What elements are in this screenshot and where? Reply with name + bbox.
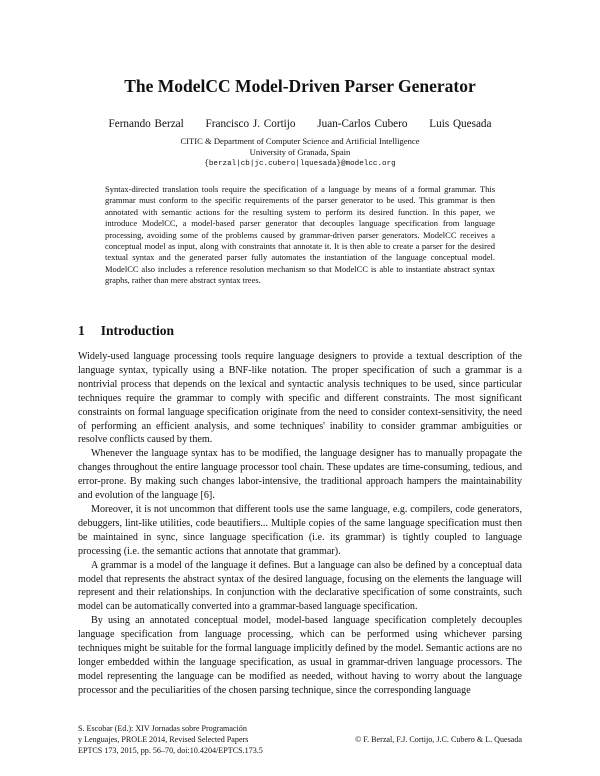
footer-line: EPTCS 173, 2015, pp. 56–70, doi:10.4204/EPTCS.173.5 bbox=[78, 746, 263, 756]
author-name: Francisco J. Cortijo bbox=[205, 118, 296, 130]
paper-title: The ModelCC Model-Driven Parser Generator bbox=[124, 76, 476, 96]
section-title: Introduction bbox=[100, 323, 175, 338]
abstract: Syntax-directed translation tools require the specification of a language by means of a formal grammar. This grammar must conform to the specific requirements of the parser generator to be used. This grammar is then annotated with semantic actions for the resulting system to perform its desired function. In this paper, we introduce ModelCC, a model-based parser generator that decouples language specification from language processing, avoiding some of the problems caused by grammar-driven parser generators. ModelCC receives a conceptual model as input, along with constraints that annotate it. It is then able to create a parser for the desired textual syntax and the generated parser fully automates the instantiation of the language conceptual model. ModelCC also includes a reference resolution mechanism so that ModelCC is able to instantiate abstract syntax graphs, rather than mere abstract syntax trees. bbox=[105, 184, 495, 286]
author-list bbox=[0, 118, 600, 130]
affiliation-department: CITIC & Department of Computer Science and Artificial Intelligence bbox=[180, 136, 420, 146]
body-text bbox=[78, 350, 522, 698]
section-number: 1 bbox=[78, 323, 85, 338]
paragraph: A grammar is a model of the language it defines. But a language can also be defined by a conceptual data model that represents the abstract syntax of the desired language, focusing on the elements the language will represent and their relationships. In conjunction with the declarative specification of some constraints, such model can be automatically converted into a grammar-based language specification. bbox=[78, 559, 522, 613]
paragraph: Widely-used language processing tools require language designers to provide a textual description of the language syntax, typically using a BNF-like notation. The proper specification of such a grammar is a nontrivial process that depends on the lexical and syntactic analysis techniques to be used, since particular techniques require the grammar to comply with specific and different constraints. The most significant constraints on formal language specification originate from the need to consider context-sensitivity, the need of performing an efficient analysis, and some techniques' inability to consider grammar ambiguities or resolve conflicts caused by them. bbox=[78, 351, 522, 446]
section-heading bbox=[78, 323, 174, 339]
author-name: Luis Quesada bbox=[429, 118, 492, 130]
author-email: {berzal|cb|jc.cubero|lquesada}@modelcc.org bbox=[204, 160, 396, 168]
footer-line: S. Escobar (Ed.): XIV Jornadas sobre Programación bbox=[78, 724, 247, 733]
footer-line: y Lenguajes, PROLE 2014, Revised Selected Papers bbox=[78, 735, 249, 745]
author-name: Juan-Carlos Cubero bbox=[317, 118, 408, 130]
author-name: Fernando Berzal bbox=[108, 118, 184, 130]
affiliation bbox=[0, 136, 600, 170]
paragraph: Moreover, it is not uncommon that different tools use the same language, e.g. compilers, code generators, debuggers, lint-like utilities, code beautifiers... Multiple copies of the same language specification must then be maintained in sync, since language specification (i.e. its grammar) is tightly coupled to language processing (i.e. the semantic actions that annotate that grammar). bbox=[78, 503, 522, 557]
copyright-notice: © F. Berzal, F.J. Cortijo, J.C. Cubero & L. Quesada bbox=[355, 735, 522, 745]
paragraph: By using an annotated conceptual model, model-based language specification completely decouples language specification from language processing, which can be performed using whichever parsing techniques might be suitable for the formal language implicitly defined by the model. Semantic actions are no longer embedded within the language specification, as usual in grammar-driven language processors. The model representing the language can be modified as needed, without having to worry about the language processor and the peculiarities of the chosen parsing technique, since the corresponding language bbox=[78, 615, 522, 696]
affiliation-university: University of Granada, Spain bbox=[249, 146, 351, 157]
paragraph: Whenever the language syntax has to be modified, the language designer has to manually propagate the changes throughout the entire language processor tool chain. These updates are time-consuming, tedious, and error-prone. By making such changes labor-intensive, the traditional approach hampers the maintainability and evolution of the language [6]. bbox=[78, 448, 522, 502]
publication-info bbox=[78, 723, 338, 757]
